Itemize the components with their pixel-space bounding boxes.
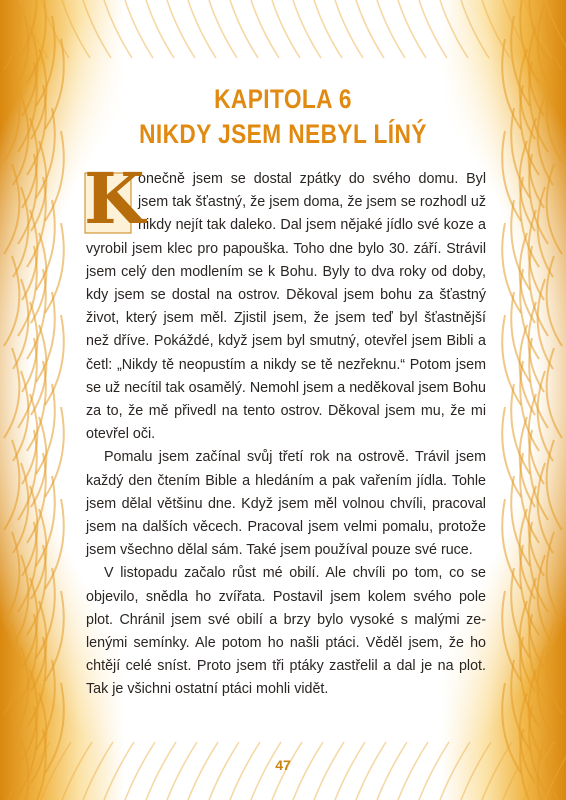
chapter-text <box>84 157 486 702</box>
chapter-title: NIKDY JSEM NEBYL LÍNÝ <box>139 119 427 149</box>
drop-cap <box>84 157 145 240</box>
paragraph-3: V listopadu začalo růst mé obilí. Ale chvíli po tom, co se objevilo, snědla ho zvířata. Postavil jsem kolem svého pole plot. Chránil jsem své obilí a brzy bylo vysoké s malými zelenými semínky. Ale potom ho našli ptáci. Věděl jsem, že ho chtějí celé sníst. Proto jsem tři ptáky zastřelil a dal je na plot. Tak je všichni ostatní ptáci mohli vidět. <box>86 565 486 698</box>
page-number: 47 <box>275 757 291 773</box>
paragraph <box>84 157 486 446</box>
drop-cap-letter: K <box>84 157 145 240</box>
paragraph-1-text: onečně jsem se dostal zpátky do svého domu. Byl jsem tak šťastný, že jsem doma, že jsem se rozhodl už nikdy nejít tak daleko. Dal jsem nějaké jídlo své koze a vyrobil jsem klec pro papouška. Toho dne bylo 30. září. Strávil jsem celý den modlením se k Bohu. Byly to dva roky od doby, kdy jsem se dostal na ostrov. Děkoval jsem bohu za šťastný život, který jsem měl. Zjistil jsem, že jsem teď byl šťastnější než dříve. Pokáždé, když jsem byl smutný, otevřel jsem Bibli a četl: „Nikdy tě neopustím a nikdy se tě nezřeknu.“ Potom jsem se už necítil tak osamělý. Nemohl jsem a neděkoval jsem Bohu za to, že mě přivedl na tento ostrov. Děkoval jsem mu, že mi otevřel oči. <box>86 171 486 443</box>
chapter-label: KAPITOLA 6 <box>214 84 352 114</box>
paragraph-2: Pomalu jsem začínal svůj třetí rok na ostrově. Trávil jsem každý den čtením Bible a hledáním a pak vařením jídla. Tohle jsem dělal většinu dne. Když jsem měl volnou chvíli, pracoval jsem na dalších věcech. Pracoval jsem velmi pomalu, protože jsem všechno dělal sám. Také jsem používal pouze své ruce. <box>86 449 486 559</box>
